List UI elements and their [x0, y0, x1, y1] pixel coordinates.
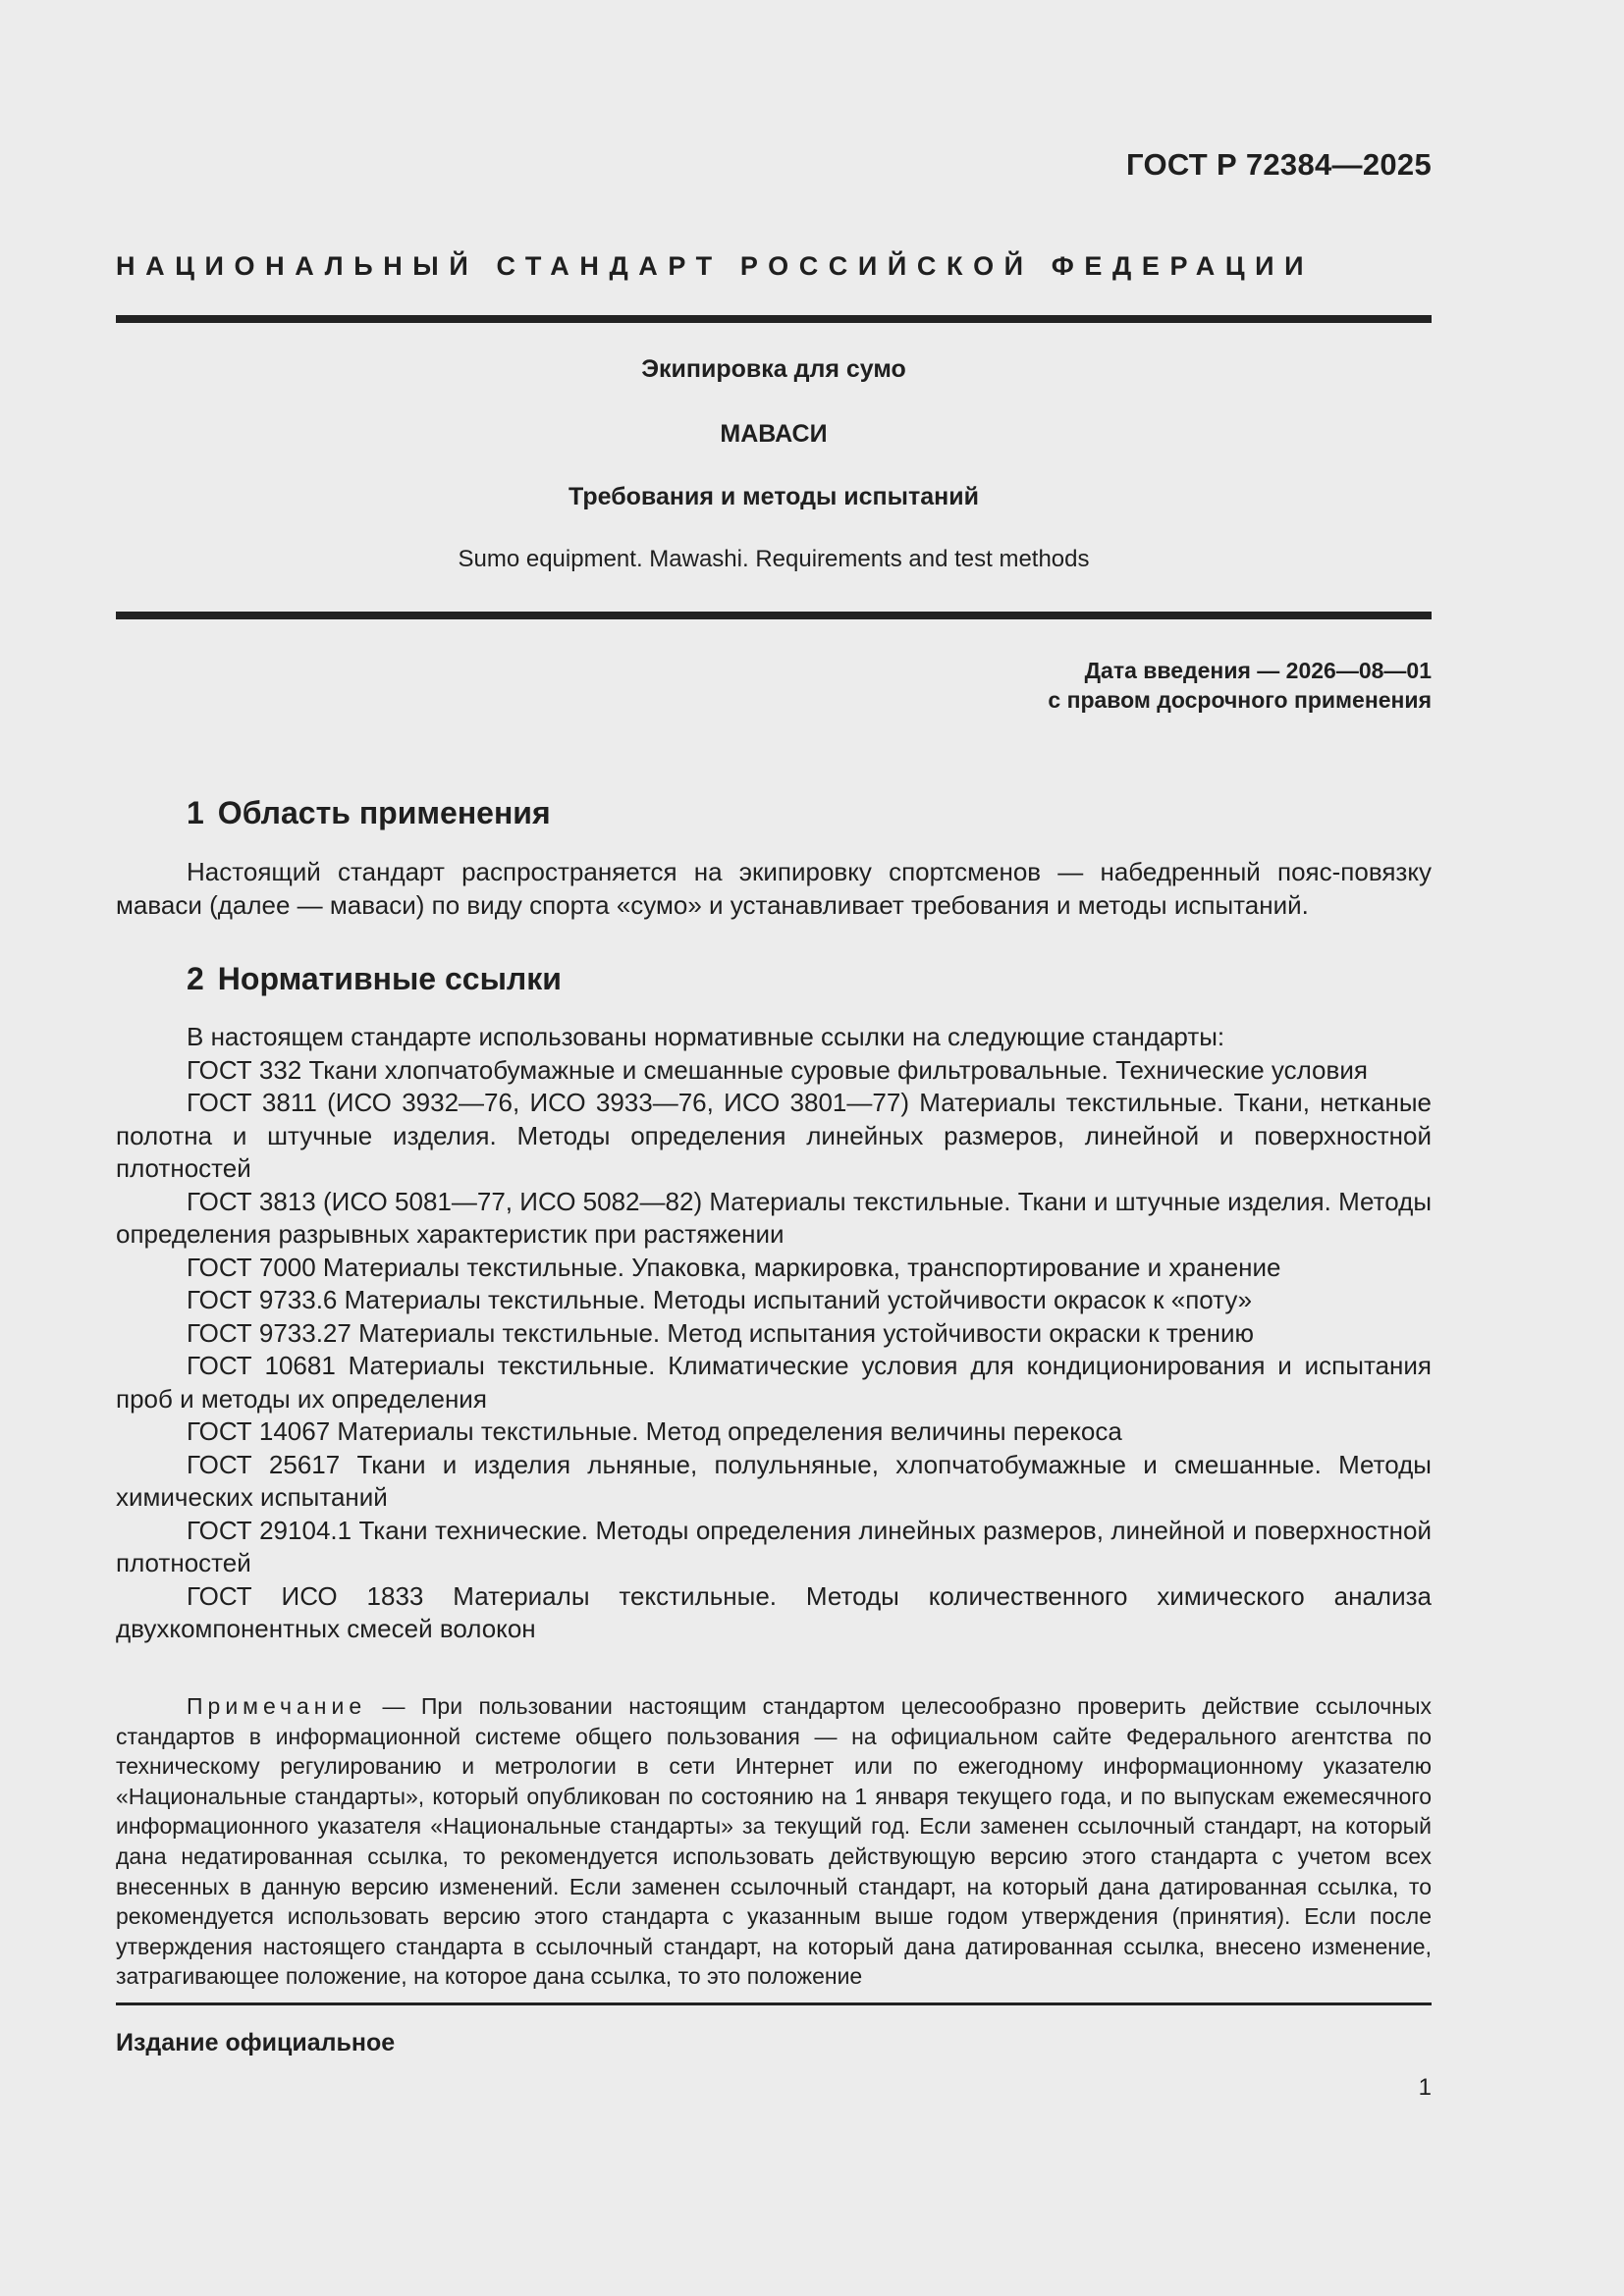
introduction-date-line: Дата введения — 2026—08—01: [1084, 658, 1432, 683]
reference-item: ГОСТ 14067 Материалы текстильные. Метод определения величины перекоса: [187, 1416, 1122, 1446]
title-line-1: Экипировка для сумо: [641, 355, 906, 383]
note-label: Примечание: [187, 1693, 367, 1719]
reference-item: ГОСТ 3811 (ИСО 3932—76, ИСО 3933—76, ИСО 3801—77) Материалы текстильные. Ткани, нетканые полотна и штучные изделия. Методы определения линейных размеров, линейной и поверхностной плотностей: [116, 1088, 1432, 1183]
reference-item: ГОСТ 332 Ткани хлопчатобумажные и смешанные суровые фильтровальные. Технические условия: [187, 1054, 1368, 1085]
reference-item: ГОСТ 25617 Ткани и изделия льняные, полульняные, хлопчатобумажные и смешанные. Методы химических испытаний: [116, 1449, 1432, 1512]
reference-item: ГОСТ 3813 (ИСО 5081—77, ИСО 5082—82) Материалы текстильные. Ткани и штучные изделия. Методы определения разрывных характеристик при растяжении: [116, 1186, 1432, 1249]
page-number: 1: [1418, 2074, 1432, 2101]
section-1-heading: [187, 795, 551, 831]
header-rule-top: [116, 315, 1432, 323]
section-1-body: [116, 856, 1432, 922]
reference-item: ГОСТ 7000 Материалы текстильные. Упаковка, маркировка, транспортирование и хранение: [187, 1252, 1281, 1282]
reference-item: ГОСТ 29104.1 Ткани технические. Методы определения линейных размеров, линейной и поверхностной плотностей: [116, 1515, 1432, 1577]
title-line-2: МАВАСИ: [720, 420, 828, 448]
title-line-3: Требования и методы испытаний: [568, 483, 979, 510]
header-rule-bottom: [116, 612, 1432, 619]
references-note: [116, 1691, 1432, 1992]
section-1-number: 1: [187, 795, 204, 830]
document-number: ГОСТ Р 72384—2025: [1126, 147, 1432, 182]
note-text: — При пользовании настоящим стандартом целесообразно проверить действие ссылочных стандартов в информационной системе общего пользования — на официальном сайте Федерального агентства по техническому регулированию и метрологии в сети Интернет или по ежегодному информационному указателю «Национальные стандарты», который опубликован по состоянию на 1 января текущего года, и по выпускам ежемесячного информационного указателя «Национальные стандарты» за текущий год. Если заменен ссылочный стандарт, на который дана недатированная ссылка, то рекомендуется использовать действующую версию этого стандарта с учетом всех внесенных в данную версию изменений. Если заменен ссылочный стандарт, на который дана датированная ссылка, то рекомендуется использовать версию этого стандарта с указанным выше годом утверждения (принятия). Если после утверждения настоящего стандарта в ссылочный стандарт, на который дана датированная ссылка, внесено изменение, затрагивающее положение, на которое дана ссылка, то это положение: [116, 1693, 1432, 1990]
official-edition-label: Издание официальное: [116, 2029, 396, 2056]
reference-item: ГОСТ 9733.27 Материалы текстильные. Метод испытания устойчивости окраски к трению: [187, 1317, 1255, 1348]
section-1-title: Область применения: [217, 795, 551, 830]
section-2-title: Нормативные ссылки: [217, 961, 562, 996]
title-english: Sumo equipment. Mawashi. Requirements and test methods: [458, 546, 1090, 572]
section-2-heading: [187, 961, 562, 997]
reference-item: ГОСТ 9733.6 Материалы текстильные. Методы испытаний устойчивости окрасок к «поту»: [187, 1285, 1253, 1314]
introduction-date: [1048, 656, 1432, 715]
normative-references: [116, 1021, 1432, 1646]
reference-item: ГОСТ ИСО 1833 Материалы текстильные. Методы количественного химического анализа двухкомпонентных смесей волокон: [116, 1580, 1432, 1643]
section-2-number: 2: [187, 961, 204, 996]
footer-rule: [116, 2002, 1432, 2005]
note-paragraph: [116, 1691, 1432, 1992]
references-intro: В настоящем стандарте использованы нормативные ссылки на следующие стандарты:: [187, 1022, 1225, 1051]
section-1-text: Настоящий стандарт распространяется на экипировку спортсменов — набедренный пояс-повязку маваси (далее — маваси) по виду спорта «сумо» и устанавливает требования и методы испытаний.: [116, 857, 1432, 920]
reference-item: ГОСТ 10681 Материалы текстильные. Климатические условия для кондиционирования и испытания проб и методы их определения: [116, 1351, 1432, 1414]
national-standard-banner: НАЦИОНАЛЬНЫЙ СТАНДАРТ РОССИЙСКОЙ ФЕДЕРАЦИИ: [116, 251, 1315, 281]
early-application-line: с правом досрочного применения: [1048, 687, 1432, 713]
